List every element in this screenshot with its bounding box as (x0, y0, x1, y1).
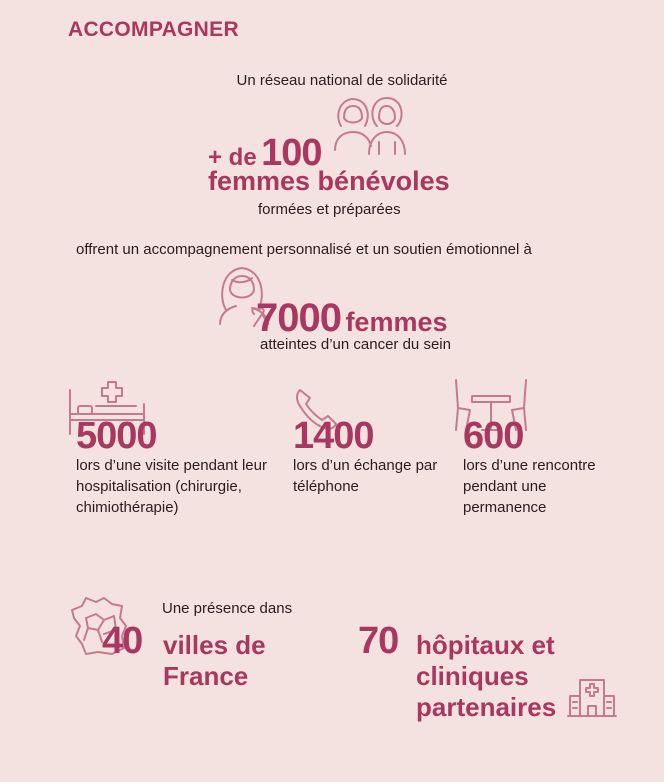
women-supported-count (256, 298, 448, 338)
women-icon (333, 96, 409, 156)
support-sentence: offrent un accompagnement personnalisé et un soutien émotionnel à (76, 241, 532, 258)
hospital-building-icon (568, 676, 616, 718)
women-supported-label: femmes (345, 307, 448, 337)
stat-meeting-description: lors d’une rencontre pendant une permanence (463, 457, 596, 516)
volunteers-sub: formées et préparées (258, 201, 401, 218)
stat-visit-number: 5000 (76, 415, 157, 457)
cities-number: 40 (102, 620, 143, 662)
women-supported-sub: atteintes d’un cancer du sein (260, 336, 451, 353)
volunteers-prefix: + de (208, 144, 257, 171)
network-intro: Un réseau national de solidarité (236, 72, 448, 89)
stat-meeting-number: 600 (463, 415, 524, 457)
cities-label: villes de France (163, 630, 266, 691)
stat-phone-description: lors d’un échange par téléphone (293, 457, 438, 495)
hospitals-number: 70 (358, 620, 399, 662)
volunteers-label: femmes bénévoles (208, 166, 450, 196)
stat-visit-description: lors d’une visite pendant leur hospitalisation (chirurgie, chimiothérapie) (76, 457, 267, 516)
presence-intro: Une présence dans (162, 600, 293, 617)
section-title: ACCOMPAGNER (68, 18, 239, 41)
volunteers-number: 100 (261, 132, 322, 174)
stat-phone-number: 1400 (293, 415, 374, 457)
hospitals-label: hôpitaux et cliniques partenaires (416, 630, 557, 722)
women-supported-number: 7000 (256, 296, 341, 340)
